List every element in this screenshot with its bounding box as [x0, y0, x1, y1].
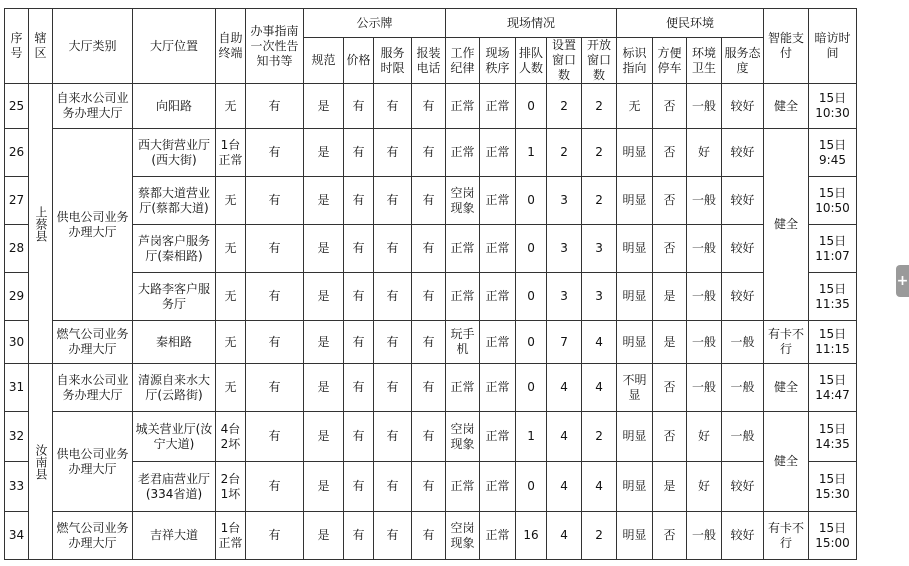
cell-terminal: 1台正常 [216, 129, 246, 177]
table-row [5, 512, 857, 560]
header-hall-type: 大厅类别 [53, 9, 133, 84]
cell-spec: 是 [304, 364, 344, 412]
header-onsite-windows-set: 设置窗口数 [547, 38, 582, 84]
cell-order: 正常 [480, 129, 516, 177]
cell-phone: 有 [412, 512, 446, 560]
header-conv-hygiene: 环境卫生 [687, 38, 722, 84]
cell-win-open: 2 [582, 177, 617, 225]
cell-spec: 是 [304, 177, 344, 225]
cell-phone: 有 [412, 364, 446, 412]
cell-guide: 有 [246, 177, 304, 225]
table-row [5, 225, 857, 273]
cell-visit: 15日11:35 [809, 273, 857, 321]
cell-seq: 34 [5, 512, 29, 560]
cell-visit: 15日14:47 [809, 364, 857, 412]
cell-queue: 0 [516, 84, 547, 129]
header-hall-location: 大厅位置 [133, 9, 216, 84]
cell-hygiene: 一般 [687, 177, 722, 225]
cell-guide: 有 [246, 512, 304, 560]
smart-pay-cell: 有卡不行 [764, 512, 809, 560]
inspection-table [4, 8, 857, 560]
cell-signage: 明显 [617, 273, 653, 321]
cell-signage: 明显 [617, 129, 653, 177]
hall-type-cell: 供电公司业务办理大厅 [53, 412, 133, 512]
table-row [5, 462, 857, 512]
cell-terminal: 无 [216, 321, 246, 364]
header-notice-price: 价格 [344, 38, 374, 84]
cell-visit: 15日15:30 [809, 462, 857, 512]
cell-win-set: 4 [547, 412, 582, 462]
cell-phone: 有 [412, 225, 446, 273]
cell-seq: 29 [5, 273, 29, 321]
cell-guide: 有 [246, 225, 304, 273]
cell-terminal: 无 [216, 225, 246, 273]
hall-type-cell: 自来水公司业务办理大厅 [53, 84, 133, 129]
cell-terminal: 无 [216, 84, 246, 129]
cell-signage: 明显 [617, 512, 653, 560]
header-row-1 [5, 9, 857, 38]
header-onsite-order: 现场秩序 [480, 38, 516, 84]
cell-spec: 是 [304, 321, 344, 364]
cell-order: 正常 [480, 364, 516, 412]
hall-type-cell: 供电公司业务办理大厅 [53, 129, 133, 321]
cell-parking: 否 [653, 129, 687, 177]
cell-price: 有 [344, 512, 374, 560]
cell-seq: 28 [5, 225, 29, 273]
cell-terminal: 无 [216, 364, 246, 412]
cell-guide: 有 [246, 412, 304, 462]
cell-location: 大路李客户服务厅 [133, 273, 216, 321]
cell-parking: 否 [653, 512, 687, 560]
cell-guide: 有 [246, 273, 304, 321]
hall-type-cell: 燃气公司业务办理大厅 [53, 512, 133, 560]
cell-signage: 明显 [617, 177, 653, 225]
table-row [5, 273, 857, 321]
cell-visit: 15日11:15 [809, 321, 857, 364]
cell-visit: 15日10:30 [809, 84, 857, 129]
cell-spec: 是 [304, 84, 344, 129]
cell-discipline: 空岗现象 [446, 512, 480, 560]
cell-queue: 16 [516, 512, 547, 560]
cell-win-open: 2 [582, 412, 617, 462]
table-row [5, 321, 857, 364]
cell-hygiene: 一般 [687, 364, 722, 412]
cell-win-open: 3 [582, 225, 617, 273]
cell-guide: 有 [246, 364, 304, 412]
cell-phone: 有 [412, 321, 446, 364]
cell-location: 西大街营业厅(西大街) [133, 129, 216, 177]
cell-win-set: 4 [547, 512, 582, 560]
header-smart-pay: 智能支付 [764, 9, 809, 84]
cell-attitude: 一般 [722, 364, 764, 412]
cell-queue: 1 [516, 129, 547, 177]
cell-price: 有 [344, 129, 374, 177]
cell-attitude: 较好 [722, 129, 764, 177]
smart-pay-cell: 健全 [764, 364, 809, 412]
cell-signage: 明显 [617, 462, 653, 512]
header-seq: 序号 [5, 9, 29, 84]
cell-spec: 是 [304, 512, 344, 560]
cell-phone: 有 [412, 84, 446, 129]
expand-tab-plus-icon[interactable]: + [896, 265, 909, 297]
smart-pay-cell: 健全 [764, 84, 809, 129]
cell-queue: 0 [516, 225, 547, 273]
header-notice-board: 公示牌 [304, 9, 446, 38]
cell-parking: 是 [653, 321, 687, 364]
cell-price: 有 [344, 273, 374, 321]
cell-attitude: 较好 [722, 225, 764, 273]
cell-price: 有 [344, 321, 374, 364]
cell-time-limit: 有 [374, 512, 412, 560]
cell-phone: 有 [412, 412, 446, 462]
header-conv-signage: 标识指向 [617, 38, 653, 84]
cell-time-limit: 有 [374, 364, 412, 412]
cell-visit: 15日10:50 [809, 177, 857, 225]
cell-queue: 0 [516, 273, 547, 321]
cell-parking: 否 [653, 412, 687, 462]
cell-discipline: 玩手机 [446, 321, 480, 364]
cell-time-limit: 有 [374, 412, 412, 462]
header-onsite-discipline: 工作纪律 [446, 38, 480, 84]
smart-pay-cell: 健全 [764, 129, 809, 321]
cell-signage: 无 [617, 84, 653, 129]
cell-attitude: 较好 [722, 273, 764, 321]
cell-signage: 不明显 [617, 364, 653, 412]
cell-location: 秦相路 [133, 321, 216, 364]
cell-phone: 有 [412, 462, 446, 512]
cell-visit: 15日11:07 [809, 225, 857, 273]
cell-price: 有 [344, 462, 374, 512]
cell-queue: 0 [516, 462, 547, 512]
cell-terminal: 2台1坏 [216, 462, 246, 512]
cell-terminal: 4台2坏 [216, 412, 246, 462]
cell-order: 正常 [480, 84, 516, 129]
cell-visit: 15日9:45 [809, 129, 857, 177]
district-cell: 上蔡县 [29, 84, 53, 364]
cell-guide: 有 [246, 321, 304, 364]
header-district: 辖区 [29, 9, 53, 84]
cell-queue: 1 [516, 412, 547, 462]
cell-spec: 是 [304, 273, 344, 321]
cell-visit: 15日15:00 [809, 512, 857, 560]
cell-guide: 有 [246, 84, 304, 129]
header-onsite-queue: 排队人数 [516, 38, 547, 84]
cell-order: 正常 [480, 412, 516, 462]
cell-parking: 是 [653, 462, 687, 512]
cell-win-open: 3 [582, 273, 617, 321]
cell-location: 芦岗客户服务厅(秦相路) [133, 225, 216, 273]
cell-attitude: 较好 [722, 462, 764, 512]
cell-parking: 否 [653, 225, 687, 273]
cell-location: 吉祥大道 [133, 512, 216, 560]
cell-parking: 是 [653, 273, 687, 321]
cell-win-set: 3 [547, 273, 582, 321]
cell-visit: 15日14:35 [809, 412, 857, 462]
cell-time-limit: 有 [374, 129, 412, 177]
header-notice-time-limit: 服务时限 [374, 38, 412, 84]
cell-discipline: 正常 [446, 273, 480, 321]
cell-order: 正常 [480, 321, 516, 364]
cell-discipline: 正常 [446, 225, 480, 273]
cell-order: 正常 [480, 512, 516, 560]
cell-hygiene: 一般 [687, 512, 722, 560]
cell-phone: 有 [412, 273, 446, 321]
cell-parking: 否 [653, 364, 687, 412]
cell-location: 清源自来水大厅(云路街) [133, 364, 216, 412]
cell-parking: 否 [653, 84, 687, 129]
cell-spec: 是 [304, 462, 344, 512]
cell-win-set: 2 [547, 84, 582, 129]
cell-time-limit: 有 [374, 225, 412, 273]
cell-order: 正常 [480, 225, 516, 273]
cell-terminal: 无 [216, 273, 246, 321]
header-notice-spec: 规范 [304, 38, 344, 84]
cell-guide: 有 [246, 462, 304, 512]
header-conv-attitude: 服务态度 [722, 38, 764, 84]
cell-signage: 明显 [617, 225, 653, 273]
cell-signage: 明显 [617, 321, 653, 364]
cell-hygiene: 好 [687, 412, 722, 462]
cell-win-set: 2 [547, 129, 582, 177]
cell-terminal: 无 [216, 177, 246, 225]
cell-win-open: 4 [582, 321, 617, 364]
cell-hygiene: 好 [687, 462, 722, 512]
cell-phone: 有 [412, 177, 446, 225]
cell-discipline: 正常 [446, 129, 480, 177]
cell-attitude: 较好 [722, 177, 764, 225]
cell-spec: 是 [304, 225, 344, 273]
cell-discipline: 空岗现象 [446, 177, 480, 225]
cell-seq: 32 [5, 412, 29, 462]
cell-location: 蔡都大道营业厅(蔡都大道) [133, 177, 216, 225]
cell-signage: 明显 [617, 412, 653, 462]
cell-time-limit: 有 [374, 273, 412, 321]
cell-win-open: 2 [582, 84, 617, 129]
table-row [5, 364, 857, 412]
cell-order: 正常 [480, 462, 516, 512]
table-row [5, 129, 857, 177]
header-notice-phone: 报装电话 [412, 38, 446, 84]
cell-discipline: 正常 [446, 84, 480, 129]
cell-attitude: 一般 [722, 321, 764, 364]
cell-win-open: 4 [582, 462, 617, 512]
cell-attitude: 较好 [722, 512, 764, 560]
cell-seq: 31 [5, 364, 29, 412]
table-row [5, 412, 857, 462]
cell-queue: 0 [516, 364, 547, 412]
hall-type-cell: 燃气公司业务办理大厅 [53, 321, 133, 364]
cell-seq: 27 [5, 177, 29, 225]
header-onsite: 现场情况 [446, 9, 617, 38]
district-cell: 汝南县 [29, 364, 53, 560]
hall-type-cell: 自来水公司业务办理大厅 [53, 364, 133, 412]
cell-win-open: 2 [582, 512, 617, 560]
cell-price: 有 [344, 225, 374, 273]
cell-hygiene: 一般 [687, 225, 722, 273]
cell-time-limit: 有 [374, 462, 412, 512]
cell-time-limit: 有 [374, 321, 412, 364]
cell-order: 正常 [480, 177, 516, 225]
header-guide: 办事指南一次性告知书等 [246, 9, 304, 84]
cell-hygiene: 一般 [687, 273, 722, 321]
header-onsite-windows-open: 开放窗口数 [582, 38, 617, 84]
header-conv-parking: 方便停车 [653, 38, 687, 84]
cell-location: 城关营业厅(汝宁大道) [133, 412, 216, 462]
cell-spec: 是 [304, 412, 344, 462]
cell-spec: 是 [304, 129, 344, 177]
cell-win-open: 2 [582, 129, 617, 177]
cell-seq: 25 [5, 84, 29, 129]
cell-guide: 有 [246, 129, 304, 177]
cell-location: 老君庙营业厅(334省道) [133, 462, 216, 512]
cell-hygiene: 一般 [687, 321, 722, 364]
cell-win-set: 3 [547, 177, 582, 225]
cell-queue: 0 [516, 177, 547, 225]
cell-queue: 0 [516, 321, 547, 364]
cell-seq: 26 [5, 129, 29, 177]
cell-discipline: 正常 [446, 462, 480, 512]
cell-win-set: 4 [547, 364, 582, 412]
cell-win-open: 4 [582, 364, 617, 412]
table-row [5, 177, 857, 225]
cell-price: 有 [344, 177, 374, 225]
cell-price: 有 [344, 84, 374, 129]
cell-hygiene: 一般 [687, 84, 722, 129]
cell-discipline: 正常 [446, 364, 480, 412]
cell-seq: 30 [5, 321, 29, 364]
cell-time-limit: 有 [374, 84, 412, 129]
cell-order: 正常 [480, 273, 516, 321]
cell-location: 向阳路 [133, 84, 216, 129]
cell-price: 有 [344, 364, 374, 412]
cell-time-limit: 有 [374, 177, 412, 225]
table-row [5, 84, 857, 129]
cell-seq: 33 [5, 462, 29, 512]
header-convenience: 便民环境 [617, 9, 764, 38]
header-visit-time: 暗访时间 [809, 9, 857, 84]
cell-hygiene: 好 [687, 129, 722, 177]
cell-attitude: 一般 [722, 412, 764, 462]
header-self-terminal: 自助终端 [216, 9, 246, 84]
cell-win-set: 7 [547, 321, 582, 364]
cell-win-set: 4 [547, 462, 582, 512]
cell-parking: 否 [653, 177, 687, 225]
cell-phone: 有 [412, 129, 446, 177]
cell-discipline: 空岗现象 [446, 412, 480, 462]
smart-pay-cell: 健全 [764, 412, 809, 512]
cell-attitude: 较好 [722, 84, 764, 129]
cell-price: 有 [344, 412, 374, 462]
cell-win-set: 3 [547, 225, 582, 273]
smart-pay-cell: 有卡不行 [764, 321, 809, 364]
cell-terminal: 1台正常 [216, 512, 246, 560]
